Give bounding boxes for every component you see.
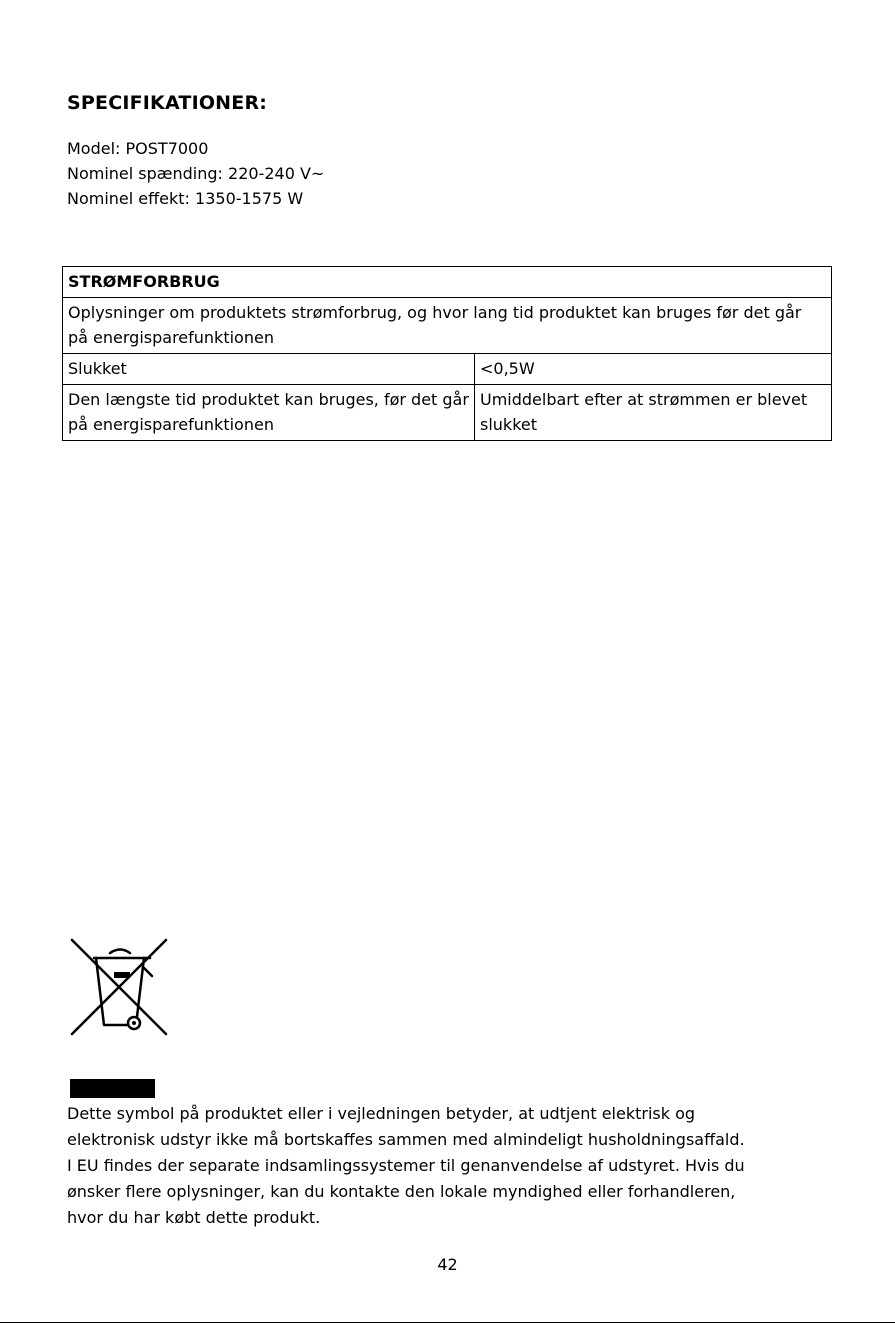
table-row — [63, 354, 832, 385]
table-cell-value: <0,5W — [475, 354, 832, 385]
weee-line: I EU findes der separate indsamlingssystemer til genanvendelse af udstyret. Hvis du — [67, 1156, 745, 1175]
page-number: 42 — [437, 1255, 458, 1274]
spec-power: Nominel effekt: 1350-1575 W — [67, 189, 304, 208]
page-title: SPECIFIKATIONER: — [67, 92, 268, 114]
weee-line: elektronisk udstyr ikke må bortskaffes sammen med almindeligt husholdningsaffald. — [67, 1130, 745, 1149]
table-row — [63, 385, 832, 441]
table-description-row — [63, 298, 832, 354]
weee-notice — [67, 1101, 847, 1231]
weee-line: ønsker flere oplysninger, kan du kontakte den lokale myndighed eller forhandleren, — [67, 1182, 736, 1201]
specifications-list — [67, 136, 324, 211]
bottom-rule — [0, 1322, 895, 1323]
table-cell-label: Slukket — [63, 354, 475, 385]
table-title: STRØMFORBRUG — [63, 267, 832, 298]
crossed-out-wheelie-bin-icon — [66, 934, 170, 1042]
table-cell-label: Den længste tid produktet kan bruges, før det går på energisparefunktionen — [63, 385, 475, 441]
table-description: Oplysninger om produktets strømforbrug, og hvor lang tid produktet kan bruges før det går på energisparefunktionen — [63, 298, 832, 354]
power-consumption-table — [62, 266, 832, 441]
weee-line: Dette symbol på produktet eller i vejledningen betyder, at udtjent elektrisk og — [67, 1104, 696, 1123]
spec-voltage: Nominel spænding: 220-240 V~ — [67, 164, 325, 183]
black-bar — [70, 1079, 155, 1098]
table-header-row — [63, 267, 832, 298]
table-cell-value: Umiddelbart efter at strømmen er blevet slukket — [475, 385, 832, 441]
weee-line: hvor du har købt dette produkt. — [67, 1208, 321, 1227]
spec-model: Model: POST7000 — [67, 139, 209, 158]
